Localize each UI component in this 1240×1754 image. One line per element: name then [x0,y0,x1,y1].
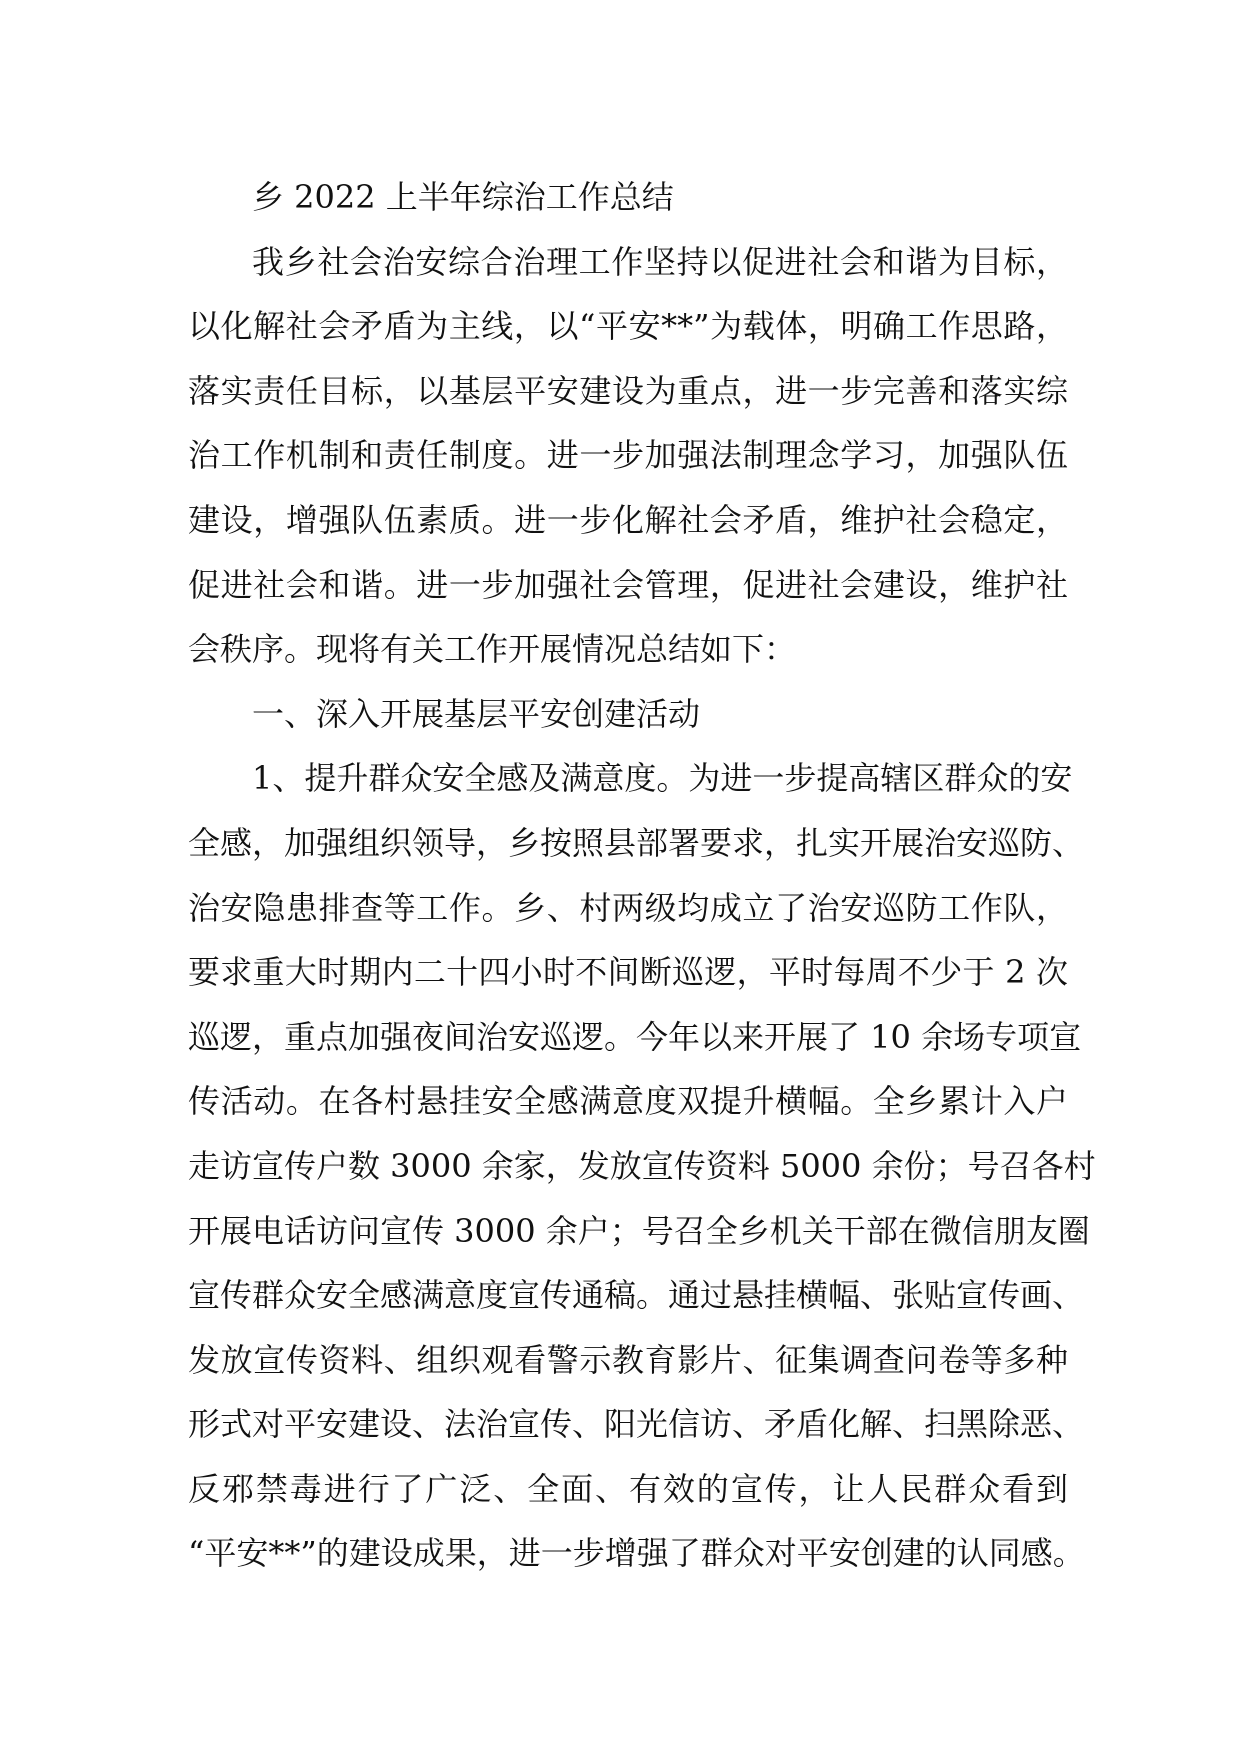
intro-line: 以化解社会矛盾为主线，以“平安**”为载体，明确工作思路， [188,307,1068,346]
intro-line: 促进社会和谐。进一步加强社会管理，促进社会建设，维护社 [188,565,1068,604]
paragraph-line: 要求重大时期内二十四小时不间断巡逻，平时每周不少于 2 次 [188,953,1068,992]
paragraph-line: 巡逻，重点加强夜间治安巡逻。今年以来开展了 10 余场专项宣 [188,1017,1082,1056]
intro-line: 我乡社会治安综合治理工作坚持以促进社会和谐为目标， [252,242,1068,281]
intro-paragraph [188,230,1068,682]
paragraph-line: 反邪禁毒进行了广泛、全面、有效的宣传，让人民群众看到 [188,1469,1068,1508]
paragraph-line: 全感，加强组织领导，乡按照县部署要求，扎实开展治安巡防、 [188,823,1085,862]
intro-line: 落实责任目标，以基层平安建设为重点，进一步完善和落实综 [188,371,1068,410]
intro-line: 治工作机制和责任制度。进一步加强法制理念学习，加强队伍 [188,436,1068,475]
intro-line: 建设，增强队伍素质。进一步化解社会矛盾，维护社会稳定， [188,500,1068,539]
paragraph-line: 发放宣传资料、组织观看警示教育影片、征集调查问卷等多种 [188,1340,1068,1379]
paragraph-line: “平安**”的建设成果，进一步增强了群众对平安创建的认同感。 [188,1534,1085,1573]
document-body [188,165,1096,1586]
paragraph-line: 开展电话访问宣传 3000 余户；号召全乡机关干部在微信朋友圈 [188,1211,1090,1250]
paragraph-line: 形式对平安建设、法治宣传、阳光信访、矛盾化解、扫黑除恶、 [188,1405,1085,1444]
paragraph-line: 1、提升群众安全感及满意度。为进一步提高辖区群众的安 [252,759,1073,798]
section-heading: 一、深入开展基层平安创建活动 [252,694,701,733]
paragraph-line: 宣传群众安全感满意度宣传通稿。通过悬挂横幅、张贴宣传画、 [188,1276,1085,1315]
paragraph-line: 治安隐患排查等工作。乡、村两级均成立了治安巡防工作队， [188,888,1068,927]
paragraph-line: 传活动。在各村悬挂安全感满意度双提升横幅。全乡累计入户 [188,1082,1068,1121]
paragraph-safety-satisfaction [188,746,1096,1586]
document-title: 乡 2022 上半年综治工作总结 [252,178,674,216]
intro-line: 会秩序。现将有关工作开展情况总结如下： [188,630,797,669]
paragraph-line: 走访宣传户数 3000 余家，发放宣传资料 5000 余份；号召各村 [188,1146,1096,1185]
